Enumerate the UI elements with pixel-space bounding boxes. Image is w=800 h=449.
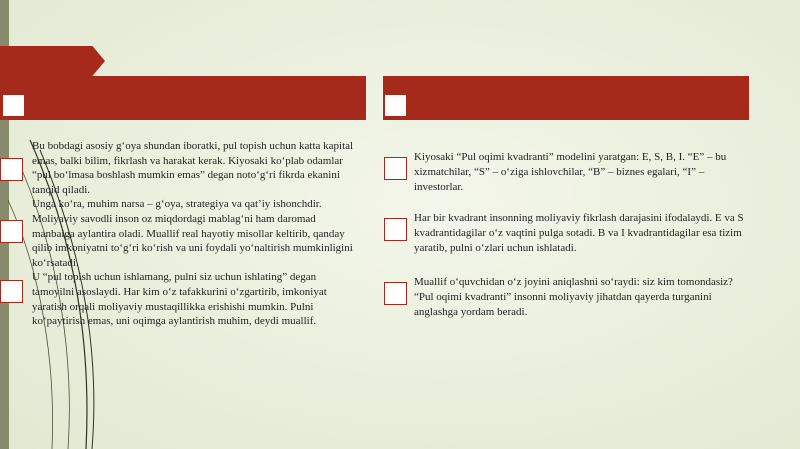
right-paragraph: Har bir kvadrant insonning moliyaviy fikrlash darajasini ifodalaydi. E va S kvadrantidagilar o‘z vaqtini pulga sotadi. B va I kvadrantidagilar esa tizim yaratib, pulni o‘zlari uchun ishlatadi. — [414, 212, 744, 255]
bullet-marker — [0, 220, 23, 243]
left-text-block — [32, 139, 358, 329]
bullet-marker — [0, 158, 23, 181]
bullet-marker — [384, 157, 407, 180]
right-paragraph: Kiyosaki “Pul oqimi kvadranti” modelini yaratgan: E, S, B, I. “E” – bu xizmatchilar, “S” – o‘ziga ishlovchilar, “B” – biznes egalari, “I” – investorlar. — [414, 151, 727, 194]
bullet-marker — [0, 280, 23, 303]
left-paragraph: U “pul topish uchun ishlamang, pulni siz uchun ishlating” degan tamoyilni asoslaydi. Har kim o‘z tafakkurini o‘zgartirib, imkoniyat yaratish orqali moliyaviy mustaqillikka erishishi mumkin. Pulni ko‘paytirish emas, uni oqimga aylantirish muhim, deydi muallif. — [32, 271, 327, 328]
left-header-bar — [0, 76, 366, 120]
right-header-bar — [383, 76, 749, 120]
bullet-marker — [384, 218, 407, 241]
right-paragraph: Muallif o‘quvchidan o‘z joyini aniqlashni so‘raydi: siz kim tomondasiz? “Pul oqimi kvadranti” insonni moliyaviy jihatdan qayerda turganini anglashga yordam beradi. — [414, 276, 733, 319]
left-paragraph: Bu bobdagi asosiy g‘oya shundan iboratki, pul topish uchun katta kapital emas, balki bilim, fikrlash va harakat kerak. Kiyosaki ko‘plab odamlar “pul bo‘lmasa boshlash mumkin emas” degan noto‘g‘ri fikrda ekanini tanqid qiladi. — [32, 140, 354, 196]
bullet-marker — [384, 282, 407, 305]
right-header-marker — [384, 94, 407, 117]
arrow-banner — [0, 46, 105, 76]
left-header-marker — [2, 94, 25, 117]
left-paragraph: Unga ko‘ra, muhim narsa – g‘oya, strategiya va qat’iy ishonchdir. Moliyaviy savodli inson oz miqdordagi mablag‘ni ham daromad manbaiga aylantira oladi. Muallif real hayotiy misollar keltirib, qanday qilib imkoniyatni to‘g‘ri ko‘rish va uni foydali yo‘naltirish mumkinligini ko‘rsatadi. — [32, 198, 353, 269]
